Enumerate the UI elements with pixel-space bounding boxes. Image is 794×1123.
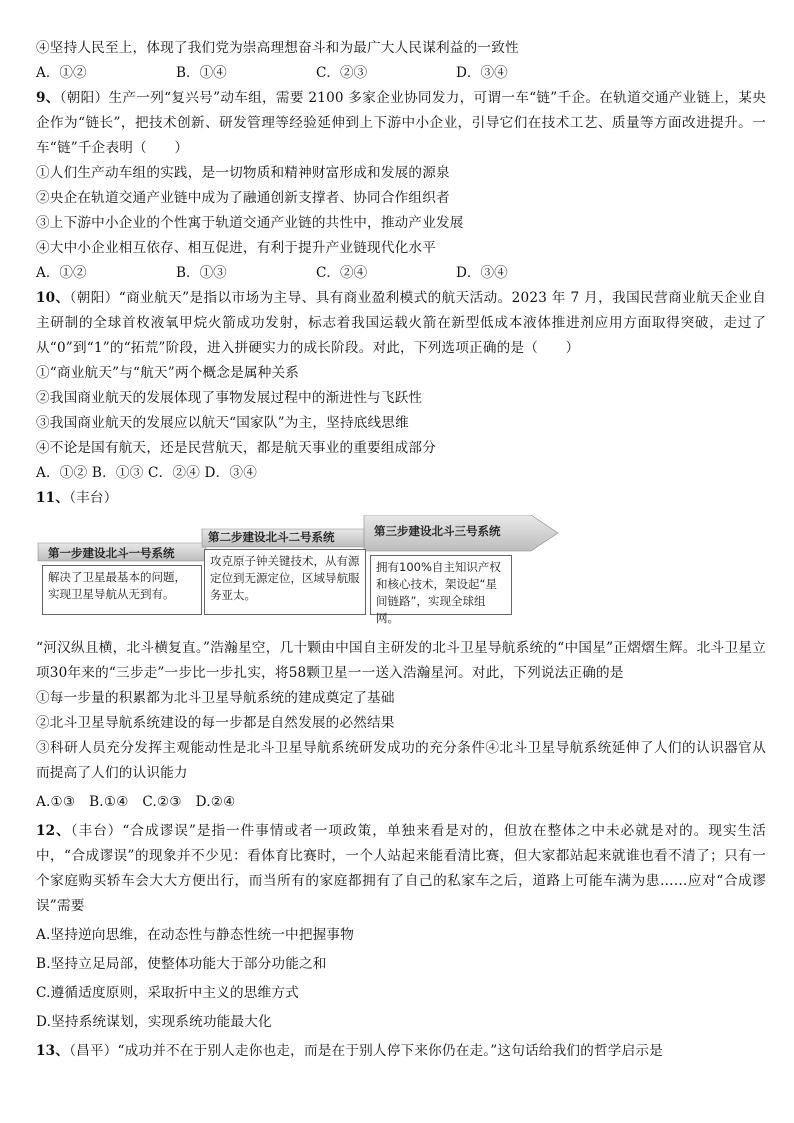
step-2-title: 第二步建设北斗二号系统: [208, 530, 335, 544]
q8-option-a: A．①②: [36, 65, 87, 81]
q9-number: 9、: [36, 90, 60, 106]
q13-stem-text: （昌平）“成功并不在于别人走你也走，而是在于别人停下来你仍在走。”这句话给我们的哲学启示是: [69, 1043, 663, 1059]
q9-item-1: ①人们生产动车组的实践，是一切物质和精神财富形成和发展的源泉: [36, 165, 450, 181]
q12-option-c: C.遵循适度原则，采取折中主义的思维方式: [36, 985, 299, 1001]
step-1-description: 解决了卫星最基本的问题，实现卫星导航从无到有。: [42, 565, 202, 615]
q12-stem-text: （丰台）“合成谬误”是指一件事情或者一项政策，单独来看是对的，但放在整体之中未必就是对的。现实生活中，“合成谬误”的现象并不少见：看体育比赛时，一个人站起来能看清比赛，但大家都站起来就谁也看不清了；只有一个家庭购买轿车会大大方便出行，而当所有的家庭都拥有了自己的私家车之后，道路上可能车满为患……应对“合成谬误”需要: [36, 823, 766, 914]
q9-option-b: B．①③: [176, 265, 227, 281]
q10-stem: [36, 286, 766, 361]
q10-item-1: ①“商业航天”与“航天”两个概念是属种关系: [36, 365, 300, 381]
q9-options: [36, 261, 766, 286]
step-2-description: 攻克原子钟关键技术，从有源定位到无源定位，区域导航服务亚太。: [204, 549, 366, 615]
q9-option-a: A．①②: [36, 265, 87, 281]
step-1-title: 第一步建设北斗一号系统: [48, 546, 175, 560]
q8-option-c: C．②③: [316, 65, 368, 81]
q10-item-3: ③我国商业航天的发展应以航天“国家队”为主，坚持底线思维: [36, 415, 409, 431]
q10-options: A．①② B．①③ C．②④ D．③④: [36, 465, 257, 481]
q11-item-1: ①每一步量的积累都为北斗卫星导航系统的建成奠定了基础: [36, 690, 395, 706]
q12-option-b: B.坚持立足局部，使整体功能大于部分功能之和: [36, 956, 327, 972]
q10-item-4: ④不论是国有航天，还是民营航天，都是航天事业的重要组成部分: [36, 440, 437, 456]
q9-option-c: C．②④: [316, 265, 368, 281]
q8-item-4: ④坚持人民至上，体现了我们党为崇高理想奋斗和为最广大人民谋利益的一致性: [36, 40, 519, 56]
q8-options: [36, 61, 766, 86]
q11-options: A.①③ B.①④ C.②③ D.②④: [36, 794, 236, 810]
q11-stem: “河汉纵且横，北斗横复直。”浩瀚星空，几十颗由中国自主研发的北斗卫星导航系统的“中国星”正熠熠生辉。北斗卫星立项30年来的“三步走”一步比一步扎实，将58颗卫星一一送入浩瀚星河。对此，下列说法正确的是: [36, 640, 766, 681]
q13-stem: [36, 1039, 766, 1064]
q8-option-d: D．③④: [456, 65, 508, 81]
q11-number: 11、: [36, 490, 70, 506]
q8-option-b: B．①④: [176, 65, 227, 81]
q12-option-a: A.坚持逆向思维，在动态性与静态性统一中把握事物: [36, 927, 354, 943]
q9-item-2: ②央企在轨道交通产业链中成为了融通创新支撑者、协同合作组织者: [36, 190, 450, 206]
q13-number: 13、: [36, 1043, 70, 1059]
q10-stem-text: （朝阳）“商业航天”是指以市场为主导、具有商业盈利模式的航天活动。2023 年 7 月，我国民营商业航天企业自主研制的全球首枚液氧甲烷火箭成功发射，标志着我国运载火箭在新型低成本液体推进剂应用方面取得突破，走过了从“0”到“1”的“拓荒”阶段，进入拼硬实力的成长阶段。对此，下列选项正确的是（ ）: [36, 290, 766, 356]
q9-stem: [36, 86, 766, 161]
q11-item-3-4: ③科研人员充分发挥主观能动性是北斗卫星导航系统研发成功的充分条件④北斗卫星导航系统延伸了人们的认识器官从而提高了人们的认识能力: [36, 740, 766, 781]
q12-option-d: D.坚持系统谋划，实现系统功能最大化: [36, 1014, 272, 1030]
q12-stem: [36, 819, 766, 919]
exam-page: [36, 36, 766, 1064]
step-3-title: 第三步建设北斗三号系统: [374, 524, 501, 538]
step-3-description: 拥有100%自主知识产权和核心技术，架设起“星间链路”，实现全球组网。: [370, 555, 512, 615]
q12-number: 12、: [36, 823, 71, 839]
beidou-three-steps-figure: [36, 515, 766, 630]
q9-option-d: D．③④: [456, 265, 508, 281]
q11-item-2: ②北斗卫星导航系统建设的每一步都是自然发展的必然结果: [36, 715, 395, 731]
q9-item-3: ③上下游中小企业的个性寓于轨道交通产业链的共性中，推动产业发展: [36, 215, 464, 231]
q9-stem-text: （朝阳）生产一列“复兴号”动车组，需要 2100 多家企业协同发力，可谓一车“链”千企。在轨道交通产业链上，某央企作为“链长”，把技术创新、研发管理等经验延伸到上下游中小企业，引导它们在技术工艺、质量等方面改进提升。一车“链”千企表明（ ）: [36, 90, 766, 156]
q11-heading: [36, 486, 766, 511]
q10-item-2: ②我国商业航天的发展体现了事物发展过程中的渐进性与飞跃性: [36, 390, 423, 406]
q9-item-4: ④大中小企业相互依存、相互促进，有利于提升产业链现代化水平: [36, 240, 437, 256]
q10-number: 10、: [36, 290, 70, 306]
q11-source: （丰台）: [69, 490, 118, 506]
